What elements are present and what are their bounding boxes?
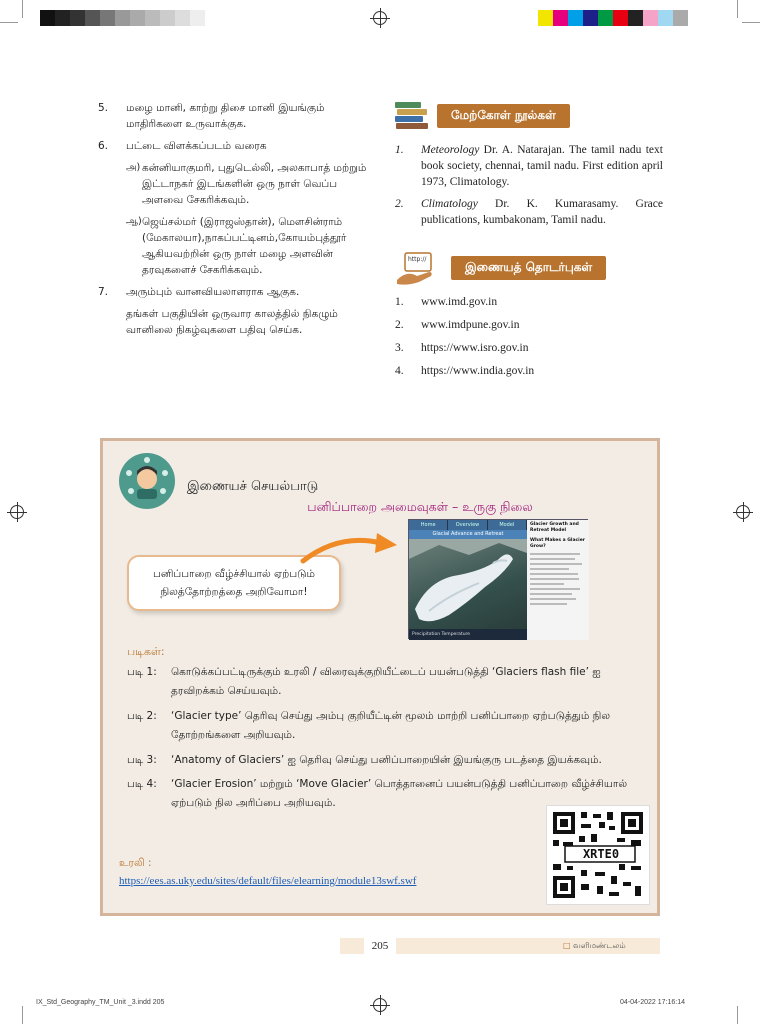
callout-line: பனிப்பாறை வீழ்ச்சியால் ஏற்படும் bbox=[153, 568, 315, 580]
references-heading: மேற்கோள் நூல்கள் bbox=[437, 104, 570, 128]
registration-grayscale-bar bbox=[40, 10, 205, 26]
glacier-image bbox=[409, 539, 527, 629]
reference-item bbox=[395, 142, 663, 190]
link-url[interactable]: https://www.isro.gov.in bbox=[421, 342, 529, 354]
link-number: 2. bbox=[395, 319, 404, 331]
step-text: கொடுக்கப்பட்டிருக்கும் உரலி / விரைவுக்குறியீட்டைப் பயன்படுத்தி ‘Glaciers flash file’ ஐ தரவிறக்கம் செய்யவும். bbox=[171, 666, 601, 697]
activity-title: இணையச் செயல்பாடு bbox=[187, 479, 319, 494]
crop-mark bbox=[737, 0, 738, 18]
unit-tag bbox=[563, 941, 626, 951]
step-item bbox=[127, 707, 647, 745]
references-header bbox=[395, 98, 663, 134]
page-number: 205 bbox=[371, 940, 389, 952]
link-number: 1. bbox=[395, 296, 404, 308]
reference-number: 1. bbox=[395, 144, 404, 156]
item-text: மழை மானி, காற்று திசை மானி இயங்கும் மாதிரிகளை உருவாக்குக. bbox=[126, 102, 325, 130]
step-text: ‘Glacier Erosion’ மற்றும் ‘Move Glacier’ பொத்தானைப் பயன்படுத்தி பனிப்பாறை வீழ்ச்சியால் ஏற்படும் நில அரிப்பை அறியவும். bbox=[171, 778, 628, 809]
right-column bbox=[395, 98, 663, 386]
step-label: படி 1: bbox=[127, 666, 157, 678]
link-url[interactable]: https://www.india.gov.in bbox=[421, 365, 535, 377]
tab-overview: Overview bbox=[448, 520, 487, 530]
step-item bbox=[127, 663, 647, 701]
unit-marker-icon: □ bbox=[563, 941, 571, 950]
file-slug: IX_Std_Geography_TM_Unit _3.indd 205 bbox=[36, 999, 165, 1006]
link-item[interactable] bbox=[395, 317, 663, 333]
registration-color-bar bbox=[538, 10, 688, 26]
link-item[interactable] bbox=[395, 363, 663, 379]
qr-code-icon[interactable] bbox=[546, 805, 650, 905]
sub-item-letter: ஆ) bbox=[126, 216, 142, 227]
reference-item bbox=[395, 196, 663, 228]
curved-arrow-icon bbox=[299, 529, 399, 565]
url-label: உரலி : bbox=[119, 857, 152, 869]
activity-url-link[interactable]: https://ees.as.uky.edu/sites/default/files/elearning/module13swf.swf bbox=[119, 875, 417, 887]
sidebar-title: Glacier Growth and Retreat Model bbox=[530, 522, 579, 533]
qr-code-label: XRTE0 bbox=[582, 847, 620, 861]
item-number: 7. bbox=[98, 286, 109, 298]
crop-mark bbox=[22, 0, 23, 18]
item-number: 5. bbox=[98, 102, 109, 114]
web-hand-icon bbox=[395, 250, 443, 286]
steps-label: படிகள்: bbox=[127, 645, 165, 658]
crop-mark bbox=[22, 1006, 23, 1024]
link-number: 4. bbox=[395, 365, 404, 377]
crop-mark bbox=[742, 22, 760, 23]
simulation-controls: Precipitation Temperature bbox=[409, 629, 527, 640]
books-icon bbox=[395, 100, 429, 132]
step-label: படி 4: bbox=[127, 778, 157, 790]
sub-item bbox=[126, 160, 370, 208]
item-number: 6. bbox=[98, 140, 109, 152]
reference-title: Meteorology bbox=[421, 144, 480, 156]
sub-item bbox=[126, 214, 370, 278]
internet-activity-box bbox=[100, 438, 660, 916]
print-timestamp: 04-04-2022 17:16:14 bbox=[620, 999, 685, 1006]
list-item bbox=[98, 284, 370, 300]
sidebar-question: What Makes a Glacier Grow? bbox=[530, 538, 585, 549]
step-label: படி 3: bbox=[127, 754, 157, 766]
simulation-tabs bbox=[409, 520, 527, 530]
list-item bbox=[98, 100, 370, 132]
registration-target-bottom bbox=[373, 998, 387, 1012]
unit-title: வளிமண்டலம் bbox=[573, 941, 626, 950]
web-links-heading: இணையத் தொடர்புகள் bbox=[451, 256, 606, 280]
web-links-header bbox=[395, 250, 663, 286]
sub-item-text: ஜெய்சல்மர் (இராஜஸ்தான்), மௌசின்ராம் (மேகாலயா),நாகப்பட்டினம்,கோயம்புத்தூர் ஆகியவற்றின் ஒரு நாள் மழை அளவின் தரவுகளைச் சேகரிக்கவும். bbox=[142, 216, 347, 276]
footer-band bbox=[340, 938, 364, 954]
sub-item-letter: அ) bbox=[126, 162, 141, 173]
step-text: ‘Anatomy of Glaciers’ ஐ தெரிவு செய்து பனிப்பாறையின் இயங்குரு படத்தை இயக்கவும். bbox=[171, 754, 602, 766]
item-paragraph: தங்கள் பகுதியின் ஒருவார காலத்தில் நிகழும் வானிலை நிகழ்வுகளை பதிவு செய்க. bbox=[126, 308, 338, 336]
item-text: அரும்பும் வானவியலாளராக ஆகுக. bbox=[126, 286, 300, 298]
reference-number: 2. bbox=[395, 198, 404, 210]
registration-target-top bbox=[373, 11, 387, 25]
step-label: படி 2: bbox=[127, 710, 157, 722]
link-item[interactable] bbox=[395, 294, 663, 310]
http-label: http:// bbox=[408, 256, 427, 263]
step-text: ‘Glacier type’ தெரிவு செய்து அம்பு குறியீட்டின் மூலம் மாற்றி பனிப்பாறை ஏற்படுத்தும் நில தோற்றங்களை அறியவும். bbox=[171, 710, 611, 741]
reference-details: Dr. K. Kumarasamy. Grace publications, kumbakonam, Tamil nadu. bbox=[421, 198, 663, 226]
link-url[interactable]: www.imd.gov.in bbox=[421, 296, 498, 308]
item-text: பட்டை விளக்கப்படம் வரைக bbox=[126, 140, 267, 152]
activities-list bbox=[98, 100, 370, 342]
simulation-sidebar bbox=[527, 520, 589, 640]
crop-mark bbox=[737, 1006, 738, 1024]
simulation-title: Glacial Advance and Retreat bbox=[409, 530, 527, 539]
crop-mark bbox=[0, 22, 18, 23]
link-item[interactable] bbox=[395, 340, 663, 356]
step-item bbox=[127, 751, 647, 770]
sub-item-text: கன்னியாகுமரி, புதுடெல்லி, அலகாபாத் மற்றும் இட்டாநகர் இடங்களின் ஒரு நாள் வெப்ப அளவை சேகரிக்கவும். bbox=[142, 162, 367, 206]
reference-details: Dr. A. Natarajan. The tamil nadu text book society, chennai, tamil nadu. First edition april 1973, Climatology. bbox=[421, 144, 663, 188]
list-item bbox=[98, 138, 370, 154]
activity-subtitle: பனிப்பாறை அமைவுகள் – உருகு நிலை bbox=[307, 499, 533, 514]
registration-target-left bbox=[10, 505, 24, 519]
link-number: 3. bbox=[395, 342, 404, 354]
callout-line: நிலத்தோற்றத்தை அறிவோமா! bbox=[160, 586, 308, 598]
registration-target-right bbox=[736, 505, 750, 519]
link-url[interactable]: www.imdpune.gov.in bbox=[421, 319, 520, 331]
reference-title: Climatology bbox=[421, 198, 478, 210]
tab-home: Home bbox=[409, 520, 448, 530]
tab-model: Model bbox=[488, 520, 527, 530]
glacier-simulation-screenshot bbox=[408, 519, 588, 639]
